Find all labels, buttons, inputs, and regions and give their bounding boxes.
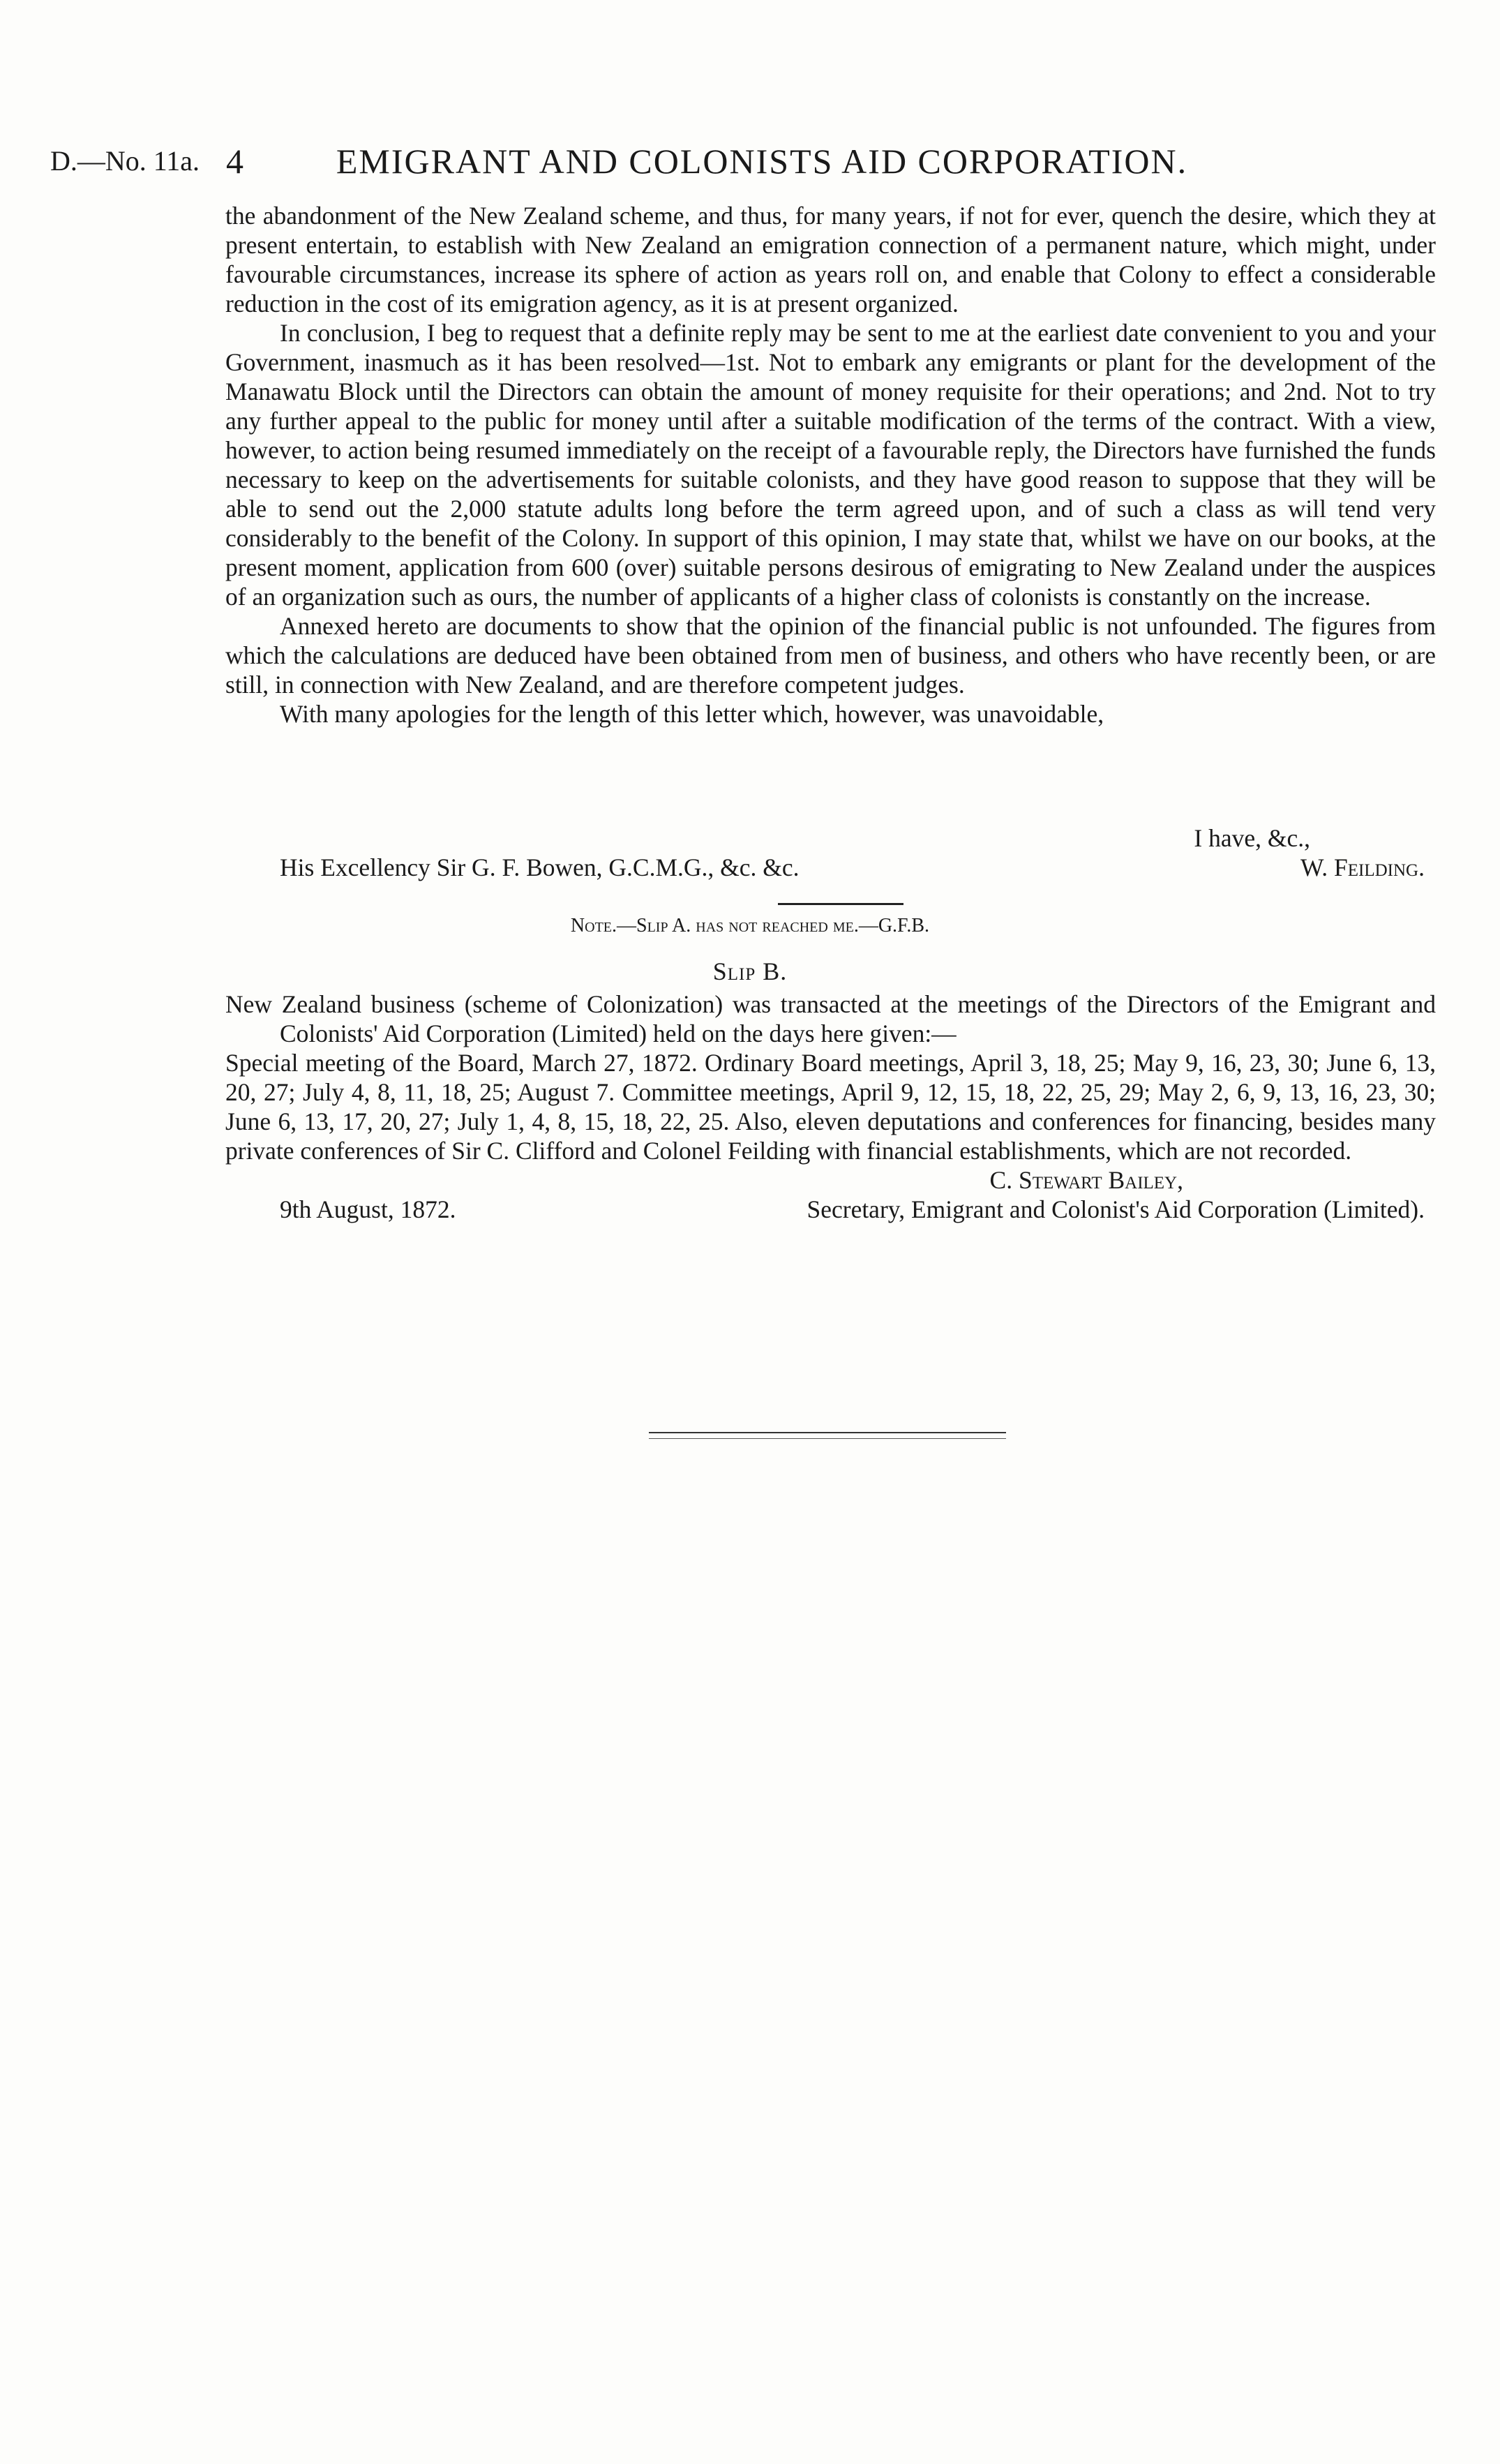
slip-paragraph: New Zealand business (scheme of Colonization) was transacted at the meetings of the Directors of the Emigrant and Colonists' Aid Corporation (Limited) held on the days here given:— — [225, 990, 1436, 1047]
page-number: 4 — [226, 142, 243, 181]
slip-date-line — [225, 1195, 1436, 1224]
closing-salutation: I have, &c., — [1194, 824, 1310, 852]
editor-note: Note.—Slip A. has not reached me.—G.F.B. — [570, 915, 930, 936]
page-title: EMIGRANT AND COLONISTS AID CORPORATION. — [336, 142, 1188, 181]
document-reference: D.—No. 11a. — [50, 145, 200, 177]
slip-position: Secretary, Emigrant and Colonist's Aid Corporation (Limited). — [807, 1195, 1425, 1223]
letter-paragraph: In conclusion, I beg to request that a definite reply may be sent to me at the earliest date convenient to you and your Government, inasmuch as it has been resolved—1st. Not to embark any emigrants or plant for the development of the Manawatu Block until the Directors can obtain the amount of money requisite for their operations; and 2nd. Not to try any further appeal to the public for money until after a suitable modification of the terms of the contract. With a view, however, to action being resumed immediately on the receipt of a favourable reply, the Directors have furnished the funds necessary to keep on the advertisements for suitable colonists, and they have good reason to suppose that they will be able to send out the 2,000 statute adults long before the term agreed upon, and of such a class as will tend very considerably to the benefit of the Colony. In support of this opinion, I may state that, whilst we have on our books, at the present moment, application from 600 (over) suitable persons desirous of emigrating to New Zealand under the auspices of an organization such as ours, the number of applicants of a higher class of colonists is constantly on the increase. — [225, 319, 1436, 611]
letter-paragraph: With many apologies for the length of this letter which, however, was unavoidable, — [280, 700, 1104, 728]
address-line — [225, 853, 1436, 882]
page-header — [50, 137, 1446, 186]
letter-body — [225, 201, 1436, 729]
slip-paragraph: Special meeting of the Board, March 27, 1872. Ordinary Board meetings, April 3, 18, 25; May 9, 16, 23, 30; June 6, 13, 20, 27; July 4, 8, 11, 18, 25; August 7. Committee meetings, April 9, 12, 15, 18, 22, 25, 29; May 2, 6, 9, 13, 16, 23, 30; June 6, 13, 17, 20, 27; July 1, 4, 8, 15, 18, 22, 25. Also, eleven deputations and conferences for financing, besides many private conferences of Sir C. Clifford and Colonel Feilding with financial establishments, which are not recorded. — [225, 1049, 1436, 1165]
divider-rule — [778, 903, 903, 905]
letter-paragraph: Annexed hereto are documents to show that the opinion of the financial public is not unfounded. The figures from which the calculations are deduced have been obtained from men of business, and others who have recently been, or are still, in connection with New Zealand, and are therefore competent judges. — [225, 612, 1436, 699]
letter-paragraph: the abandonment of the New Zealand scheme, and thus, for many years, if not for ever, quench the desire, which they at present entertain, to establish with New Zealand an emigration connection of a permanent nature, which might, under favourable circumstances, increase its sphere of action as years roll on, and enable that Colony to effect a considerable reduction in the cost of its emigration agency, as it is at present organized. — [225, 202, 1436, 318]
slip-signatory-line — [225, 1165, 1436, 1195]
slip-title: Slip B. — [712, 957, 788, 985]
slip-date: 9th August, 1872. — [280, 1195, 456, 1223]
slip-body — [225, 990, 1436, 1165]
end-rule — [649, 1432, 1006, 1439]
addressee: His Excellency Sir G. F. Bowen, G.C.M.G., &c. &c. — [280, 853, 800, 881]
signature: W. Feilding. — [1300, 853, 1425, 881]
slip-signatory: C. Stewart Bailey, — [989, 1166, 1183, 1194]
closing-line — [225, 823, 1436, 853]
